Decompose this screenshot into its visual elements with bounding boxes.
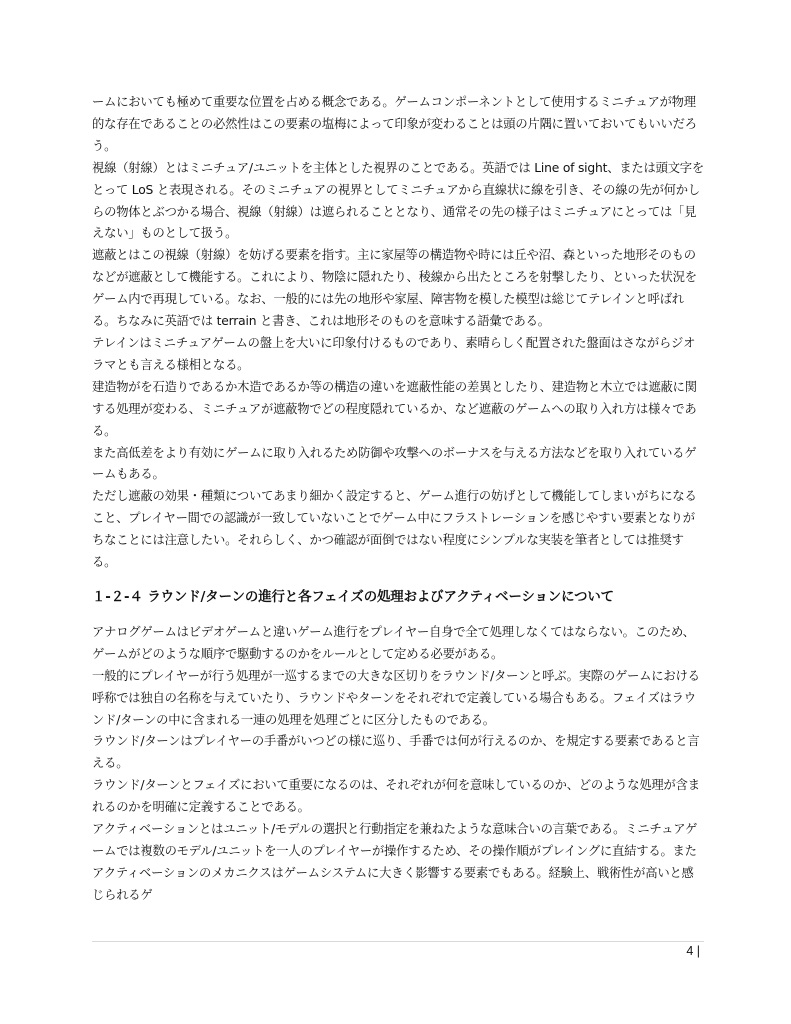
page-number: 4 | (686, 944, 700, 958)
paragraph-analog-games: アナログゲームはビデオゲームと違いゲーム進行をプレイヤー自身で全て処理しなくてはならない。このため、ゲームがどのような順序で駆動するのかをルールとして定める必要がある。 (92, 624, 695, 661)
paragraph-round-turn-definition: ラウンド/ターンはプレイヤーの手番がいつどの様に巡り、手番では何が行えるのか、を規定する要素であると言える。 (92, 734, 700, 771)
paragraph-round-turn: 一般的にプレイヤーが行う処理が一巡するまでの大きな区切りをラウンド/ターンと呼ぶ。実際のゲームにおける呼称では独自の名称を与えていたり、ラウンドやターンをそれぞれで定義している場合もある。フェイズはラウンド/ターンの中に含まれる一連の処理を処理ごとに区分したものである。 (92, 668, 700, 727)
section-heading: １-２-４ ラウンド/ターンの進行と各フェイズの処理およびアクティベーションについて (92, 589, 614, 605)
paragraph-cover: 遮蔽とはこの視線（射線）を妨げる要素を指す。主に家屋等の構造物や時には丘や沼、森といった地形そのものなどが遮蔽として機能する。これにより、物陰に隠れたり、稜線から出たところを射撃したり、といった状況をゲーム内で再現している。なお、一般的には先の地形や家屋、障害物を模した模型は総じてテレインと呼ばれる。ちなみに英語では terrain と書き、これは地形そのものを意味する語彙である。 (92, 248, 697, 329)
paragraph-los-intro-continued: ームにおいても極めて重要な位置を占める概念である。ゲームコンポーネントとして使用するミニチュアが物理的な存在であることの必然性はこの要素の塩梅によって印象が変わることは頭の片隅に置いておいてもいいだろう。 (92, 95, 697, 153)
paragraph-phase-importance: ラウンド/ターンとフェイズにおいて重要になるのは、それぞれが何を意味しているのか、どのような処理が含まれるのかを明確に定義することである。 (92, 778, 700, 815)
paragraph-activation: アクティベーションとはユニット/モデルの選択と行動指定を兼ねたような意味合いの言葉である。ミニチュアゲームでは複数のモデル/ユニットを一人のプレイヤーが操作するため、その操作順がプレイングに直結する。またアクティベーションのメカニクスはゲームシステムに大きく影響する要素でもある。経験上、戦術性が高いと感じられるゲ (92, 822, 698, 902)
footer-divider (92, 941, 704, 942)
paragraph-cover-caution: ただし遮蔽の効果・種類についてあまり細かく設定すると、ゲーム進行の妨げとして機能してしまいがちになること、プレイヤー間での認識が一致していないことでゲーム中にフラストレーションを感じやすい要素となりがちなことには注意したい。それらしく、かつ確認が面倒ではない程度にシンプルな実装を筆者としては推奨する。 (92, 489, 697, 570)
document-page (92, 92, 704, 907)
paragraph-elevation: また高低差をより有効にゲームに取り入れるため防御や攻撃へのボーナスを与える方法などを取り入れているゲームもある。 (92, 445, 697, 482)
paragraph-line-of-sight: 視線（射線）とはミニチュア/ユニットを主体とした視界のことである。英語では Line of sight、または頭文字をとって LoS と表現される。そのミニチュアの視界としてミニチュアから直線状に線を引き、その線の先が何かしらの物体とぶつかる場合、視線（射線）は遮られることとなり、通常その先の様子はミニチュアにとっては「見えない」ものとして扱う。 (92, 160, 704, 241)
paragraph-terrain: テレインはミニチュアゲームの盤上を大いに印象付けるものであり、素晴らしく配置された盤面はさながらジオラマとも言える様相となる。 (92, 335, 696, 372)
paragraph-building-cover: 建造物がを石造りであるか木造であるか等の構造の違いを遮蔽性能の差異としたり、建造物と木立では遮蔽に関する処理が変わる、ミニチュアが遮蔽物でどの程度隠れているか、など遮蔽のゲームへの取り入れ方は様々である。 (92, 379, 697, 438)
